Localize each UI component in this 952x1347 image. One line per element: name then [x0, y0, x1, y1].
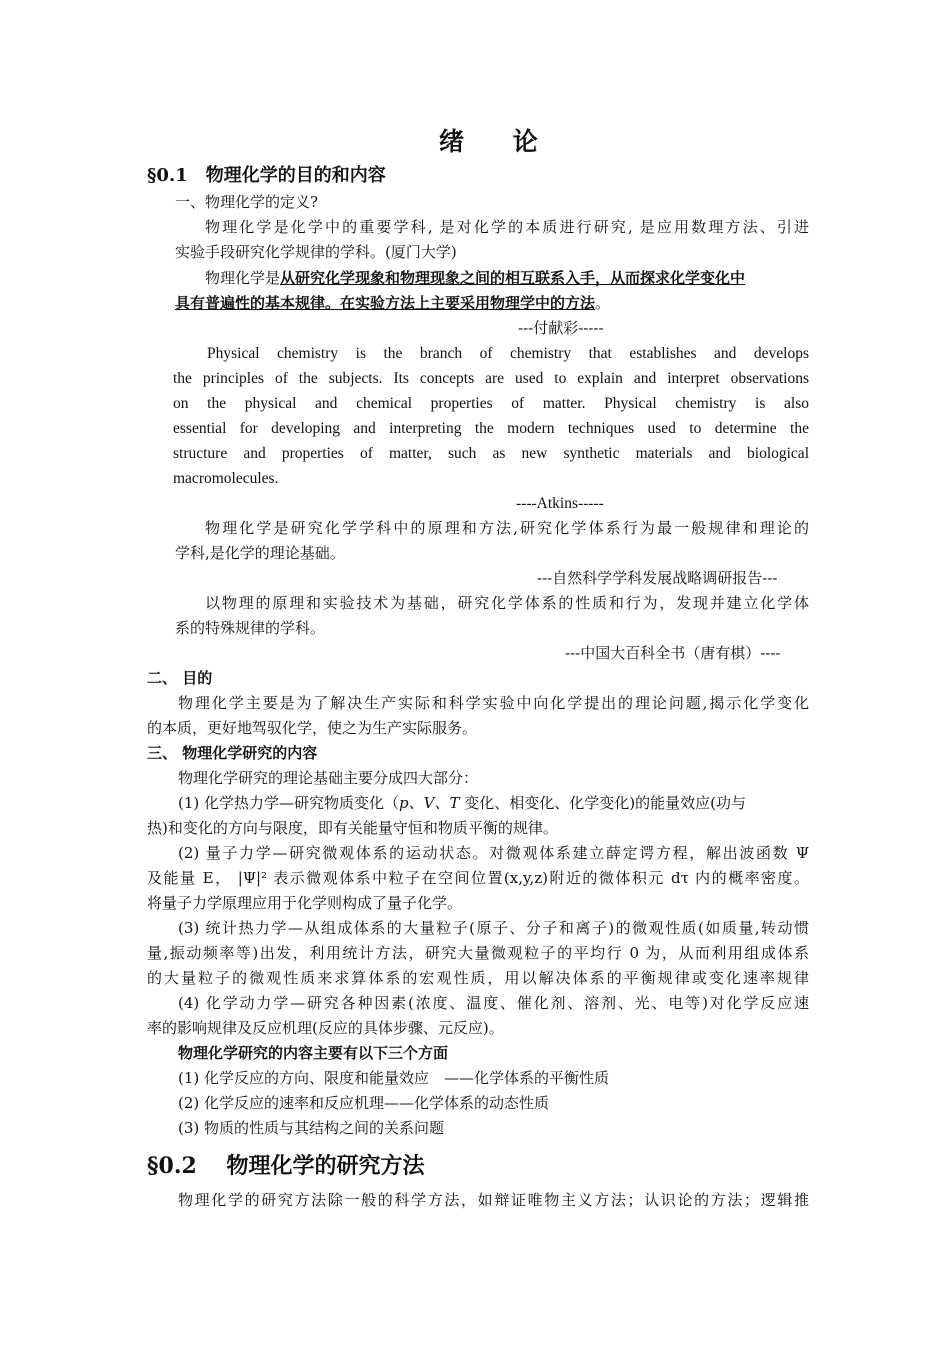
page-title: 绪 论 [439, 127, 558, 156]
question-purpose: 二、 目的 [147, 669, 213, 687]
question-definition: 一、物理化学的定义? [175, 193, 319, 211]
part-2-line-1: (2) 量子力学—研究微观体系的运动状态。对微观体系建立薛定谔方程，解出波函数 Ψ [178, 844, 809, 862]
three-aspects-heading: 物理化学研究的内容主要有以下三个方面 [178, 1044, 449, 1062]
english-line-5: structure and properties of matter, such as new synthetic materials and biological [173, 445, 809, 462]
english-line-1: Physical chemistry is the branch of chemistry that establishes and develops [207, 345, 809, 362]
three-aspects-item-1: (1) 化学反应的方向、限度和能量效应 ——化学体系的平衡性质 [178, 1069, 610, 1087]
section-0-2-heading: §0.2 物理化学的研究方法 [147, 1153, 425, 1179]
english-line-4: essential for developing and interpreting the modern techniques used to determine the [173, 420, 809, 437]
content-intro: 物理化学研究的理论基础主要分成四大部分： [178, 769, 479, 787]
question-content: 三、 物理化学研究的内容 [147, 744, 318, 762]
part-4-line-2: 率的影响规律及反应机理(反应的具体步骤、元反应)。 [147, 1019, 504, 1037]
three-aspects-item-3: (3) 物质的性质与其结构之间的关系问题 [178, 1119, 445, 1137]
source-fu-xiancai: ---付献彩----- [518, 319, 604, 337]
part-3-line-2: 量,振动频率等)出发，利用统计方法，研究大量微观粒子的平均行 0 为，从而利用组成体系 [147, 944, 809, 962]
part-1-text-a: (1) 化学热力学—研究物质变化（ [178, 794, 400, 812]
definition-2-prefix: 物理化学是 [205, 269, 281, 287]
definition-4-line-2: 系的特殊规律的学科。 [175, 619, 326, 637]
part-3-line-1: (3) 统计热力学—从组成体系的大量粒子(原子、分子和离子)的微观性质(如质量,转动惯 [178, 919, 809, 937]
definition-2-line-1 [205, 271, 745, 286]
source-atkins: ----Atkins----- [516, 495, 604, 512]
part-1-line-2: 热)和变化的方向与限度，即有关能量守恒和物质平衡的规律。 [147, 819, 558, 837]
purpose-line-2: 的本质，更好地驾驭化学，使之为生产实际服务。 [147, 719, 478, 737]
english-line-3: on the physical and chemical properties of matter. Physical chemistry is also [173, 395, 809, 412]
part-2-line-2: 及能量 E， |Ψ|² 表示微观体系中粒子在空间位置(x,y,z)附近的微体积元 dτ 内的概率密度。 [147, 869, 809, 887]
source-encyclopedia: ---中国大百科全书（唐有棋）---- [565, 644, 781, 662]
source-strategy-report: ---自然科学学科发展战略调研报告--- [537, 569, 778, 587]
definition-4-line-1: 以物理的原理和实验技术为基础，研究化学体系的性质和行为，发现并建立化学体 [205, 594, 809, 612]
definition-2-end: 。 [595, 294, 611, 312]
definition-1-line-1: 物理化学是化学中的重要学科, 是对化学的本质进行研究, 是应用数理方法、引进 [205, 218, 809, 236]
english-line-6: macromolecules. [173, 470, 279, 487]
section-0-1-heading: §0.1 物理化学的目的和内容 [147, 165, 386, 186]
part-1-text-b: 变化、相变化、化学变化)的能量效应(功与 [459, 794, 746, 812]
english-line-2: the principles of the subjects. Its concepts are used to explain and interpret observations [173, 370, 809, 387]
methods-line-1: 物理化学的研究方法除一般的科学方法，如辩证唯物主义方法；认识论的方法；逻辑推 [178, 1191, 809, 1209]
definition-3-line-2: 学科,是化学的理论基础。 [175, 544, 345, 562]
definition-1-line-2: 实验手段研究化学规律的学科。(厦门大学) [175, 243, 457, 261]
three-aspects-item-2: (2) 化学反应的速率和反应机理——化学体系的动态性质 [178, 1094, 550, 1112]
definition-2-line-2 [175, 296, 610, 311]
part-4-line-1: (4) 化学动力学—研究各种因素(浓度、温度、催化剂、溶剂、光、电等)对化学反应速 [178, 994, 809, 1012]
definition-3-line-1: 物理化学是研究化学学科中的原理和方法,研究化学体系行为最一般规律和理论的 [205, 519, 809, 537]
definition-2-underlined-1: 从研究化学现象和物理现象之间的相互联系入手，从而探求化学变化中 [280, 269, 746, 287]
part-2-line-3: 将量子力学原理应用于化学则构成了量子化学。 [147, 894, 463, 912]
purpose-line-1: 物理化学主要是为了解决生产实际和科学实验中向化学提出的理论问题,揭示化学变化 [178, 694, 809, 712]
part-3-line-3: 的大量粒子的微观性质来求算体系的宏观性质，用以解决体系的平衡规律或变化速率规律 [147, 969, 809, 987]
part-1-line-1 [178, 796, 746, 811]
part-1-variables: p、V、T [399, 794, 460, 812]
definition-2-underlined-2: 具有普遍性的基本规律。在实验方法上主要采用物理学中的方法 [175, 294, 596, 312]
